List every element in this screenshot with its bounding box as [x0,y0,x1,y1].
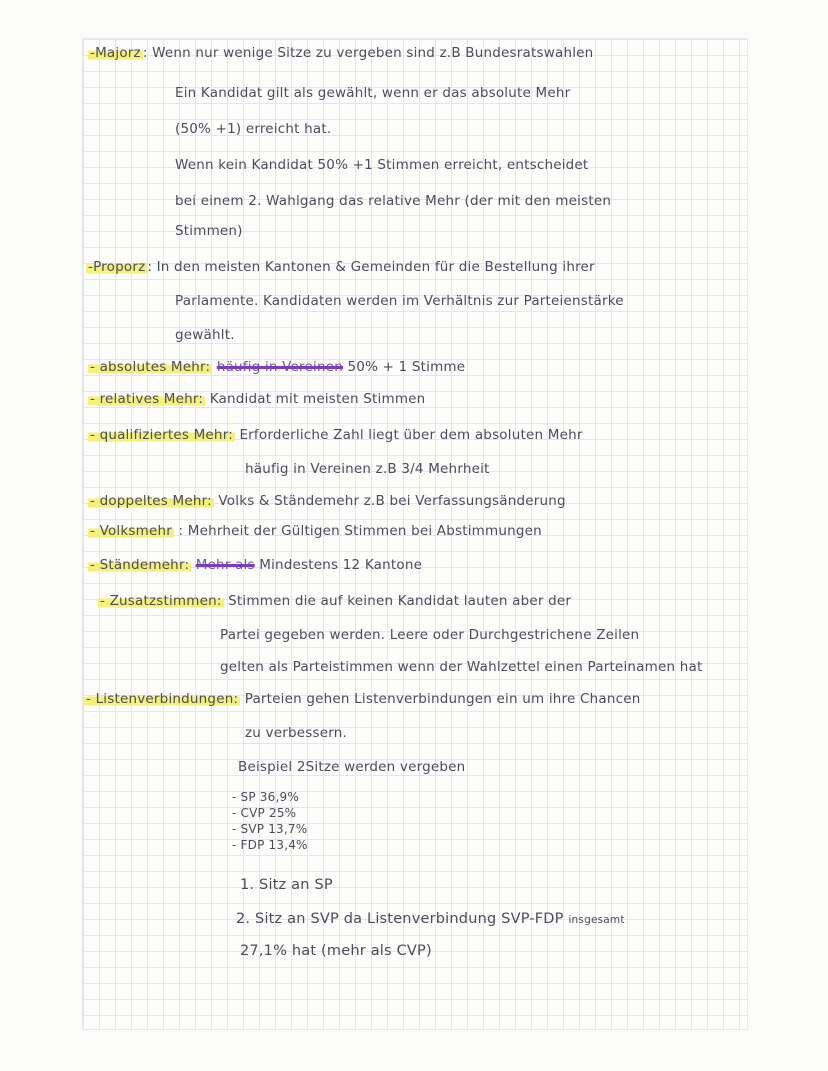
zusatzstimmen-text-1: Stimmen die auf keinen Kandidat lauten aber der [228,593,572,609]
proporz-line-2: Parlamente. Kandidaten werden im Verhältnis zur Parteienstärke [175,293,624,309]
term-doppeltes-mehr: - doppeltes Mehr: [90,493,212,509]
term-absolutes-mehr: - absolutes Mehr: [90,359,211,375]
staendemehr-text: Mindestens 12 Kantone [259,557,423,573]
relatives-mehr-text: Kandidat mit meisten Stimmen [209,391,426,407]
qualifiziertes-mehr-line-1 [88,426,583,444]
term-staendemehr: - Ständemehr: [90,557,190,573]
doppeltes-mehr-line [88,492,566,510]
majorz-line-1: -Majorz : Wenn nur wenige Sitze zu vergeben sind z.B Bundesratswahlen [90,45,594,61]
zusatzstimmen-line-1 [98,592,571,610]
majorz-line-3: (50% +1) erreicht hat. [175,121,332,137]
result-line-2-text: 2. Sitz an SVP da Listenverbindung SVP-FDP [236,911,564,927]
term-volksmehr: - Volksmehr [90,523,172,539]
majorz-line-2: Ein Kandidat gilt als gewählt, wenn er das absolute Mehr [175,85,571,101]
majorz-text-1: Wenn nur wenige Sitze zu vergeben sind z.B Bundesratswahlen [152,45,594,61]
volksmehr-line: - Volksmehr : Mehrheit der Gültigen Stimmen bei Abstimmungen [90,523,542,539]
result-line-2 [236,910,625,929]
term-proporz: -Proporz [88,259,146,275]
qualifiziertes-mehr-line-2: häufig in Vereinen z.B 3/4 Mehrheit [245,461,490,477]
proporz-line-3: gewählt. [175,327,235,343]
struck-text: Mehr als [195,557,255,573]
example-heading: Beispiel 2Sitze werden vergeben [238,759,466,775]
party-list-item: - SP 36,9% [232,790,299,804]
majorz-line-6: Stimmen) [175,223,243,239]
term-zusatzstimmen: - Zusatzstimmen: [100,593,222,609]
zusatzstimmen-line-2: Partei gegeben werden. Leere oder Durchgestrichene Zeilen [220,627,640,643]
volksmehr-text: Mehrheit der Gültigen Stimmen bei Abstimmungen [187,523,542,539]
zusatzstimmen-line-3: gelten als Parteistimmen wenn der Wahlzettel einen Parteinamen hat [220,659,703,675]
majorz-line-4: Wenn kein Kandidat 50% +1 Stimmen erreicht, entscheidet [175,157,589,173]
result-line-3: 27,1% hat (mehr als CVP) [240,943,432,959]
staendemehr-line [88,556,422,574]
majorz-line-5: bei einem 2. Wahlgang das relative Mehr (der mit den meisten [175,193,612,209]
term-listenverbindungen: - Listenverbindungen: [86,691,239,707]
listenverbindungen-text-1: Parteien gehen Listenverbindungen ein um ihre Chancen [244,691,641,707]
proporz-line-1: -Proporz : In den meisten Kantonen & Gemeinden für die Bestellung ihrer [88,259,595,275]
absolutes-mehr-line [88,358,465,376]
relatives-mehr-line [88,390,425,408]
proporz-text-1: In den meisten Kantonen & Gemeinden für die Bestellung ihrer [156,259,595,275]
result-line-2-note: insgesamt [568,914,625,926]
term-majorz: -Majorz [90,45,141,61]
party-list-item: - SVP 13,7% [232,822,308,836]
term-qualifiziertes-mehr: - qualifiziertes Mehr: [90,427,233,443]
term-relatives-mehr: - relatives Mehr: [90,391,204,407]
listenverbindungen-line-2: zu verbessern. [245,725,347,741]
doppeltes-mehr-text: Volks & Ständemehr z.B bei Verfassungsänderung [218,493,566,509]
qualifiziertes-mehr-text-1: Erforderliche Zahl liegt über dem absoluten Mehr [239,427,583,443]
party-list-item: - CVP 25% [232,806,297,820]
result-line-1: 1. Sitz an SP [240,877,333,893]
party-list-item: - FDP 13,4% [232,838,308,852]
struck-text: häufig in Vereinen [216,359,343,375]
absolutes-mehr-text: 50% + 1 Stimme [347,359,466,375]
listenverbindungen-line-1 [84,690,641,708]
